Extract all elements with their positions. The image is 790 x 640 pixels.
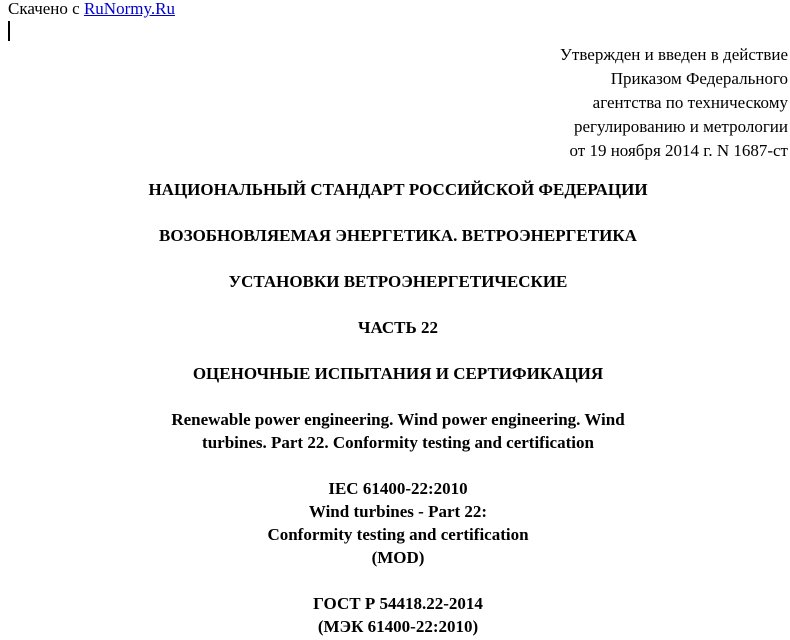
approval-line: Приказом Федерального bbox=[610, 69, 788, 88]
source-link[interactable]: RuNormy.Ru bbox=[83, 0, 175, 18]
iec-line: Wind turbines - Part 22: bbox=[308, 502, 488, 521]
english-title-line: turbines. Part 22. Conformity testing and certification bbox=[202, 433, 594, 452]
approval-line: Утвержден и введен в действие bbox=[559, 45, 788, 64]
national-standard-heading: НАЦИОНАЛЬНЫЙ СТАНДАРТ РОССИЙСКОЙ ФЕДЕРАЦИИ bbox=[148, 180, 648, 199]
approval-line: регулированию и метрологии bbox=[573, 117, 788, 136]
approval-line: от 19 ноября 2014 г. N 1687-ст bbox=[569, 141, 788, 160]
approval-line: агентства по техническому bbox=[592, 93, 788, 112]
iec-line: IEC 61400-22:2010 bbox=[328, 479, 468, 498]
topic-heading: ОЦЕНОЧНЫЕ ИСПЫТАНИЯ И СЕРТИФИКАЦИЯ bbox=[192, 364, 604, 383]
subject-heading: ВОЗОБНОВЛЯЕМАЯ ЭНЕРГЕТИКА. ВЕТРОЭНЕРГЕТИКА bbox=[159, 226, 637, 245]
english-title-line: Renewable power engineering. Wind power engineering. Wind bbox=[171, 410, 625, 429]
gost-line: (МЭК 61400-22:2010) bbox=[317, 617, 479, 636]
iec-line: Conformity testing and certification bbox=[267, 525, 529, 544]
iec-line: (MOD) bbox=[371, 548, 425, 567]
source-prefix: Скачено с bbox=[8, 0, 84, 18]
english-title bbox=[0, 408, 790, 454]
gost-line: ГОСТ Р 54418.22-2014 bbox=[313, 594, 483, 613]
gost-designation bbox=[0, 592, 790, 638]
title-block bbox=[0, 178, 790, 638]
source-line bbox=[8, 0, 175, 20]
part-heading: ЧАСТЬ 22 bbox=[357, 318, 438, 337]
product-heading: УСТАНОВКИ ВЕТРОЭНЕРГЕТИЧЕСКИЕ bbox=[228, 272, 568, 291]
iec-reference bbox=[0, 477, 790, 569]
text-cursor bbox=[8, 21, 10, 41]
approval-block bbox=[428, 43, 788, 163]
